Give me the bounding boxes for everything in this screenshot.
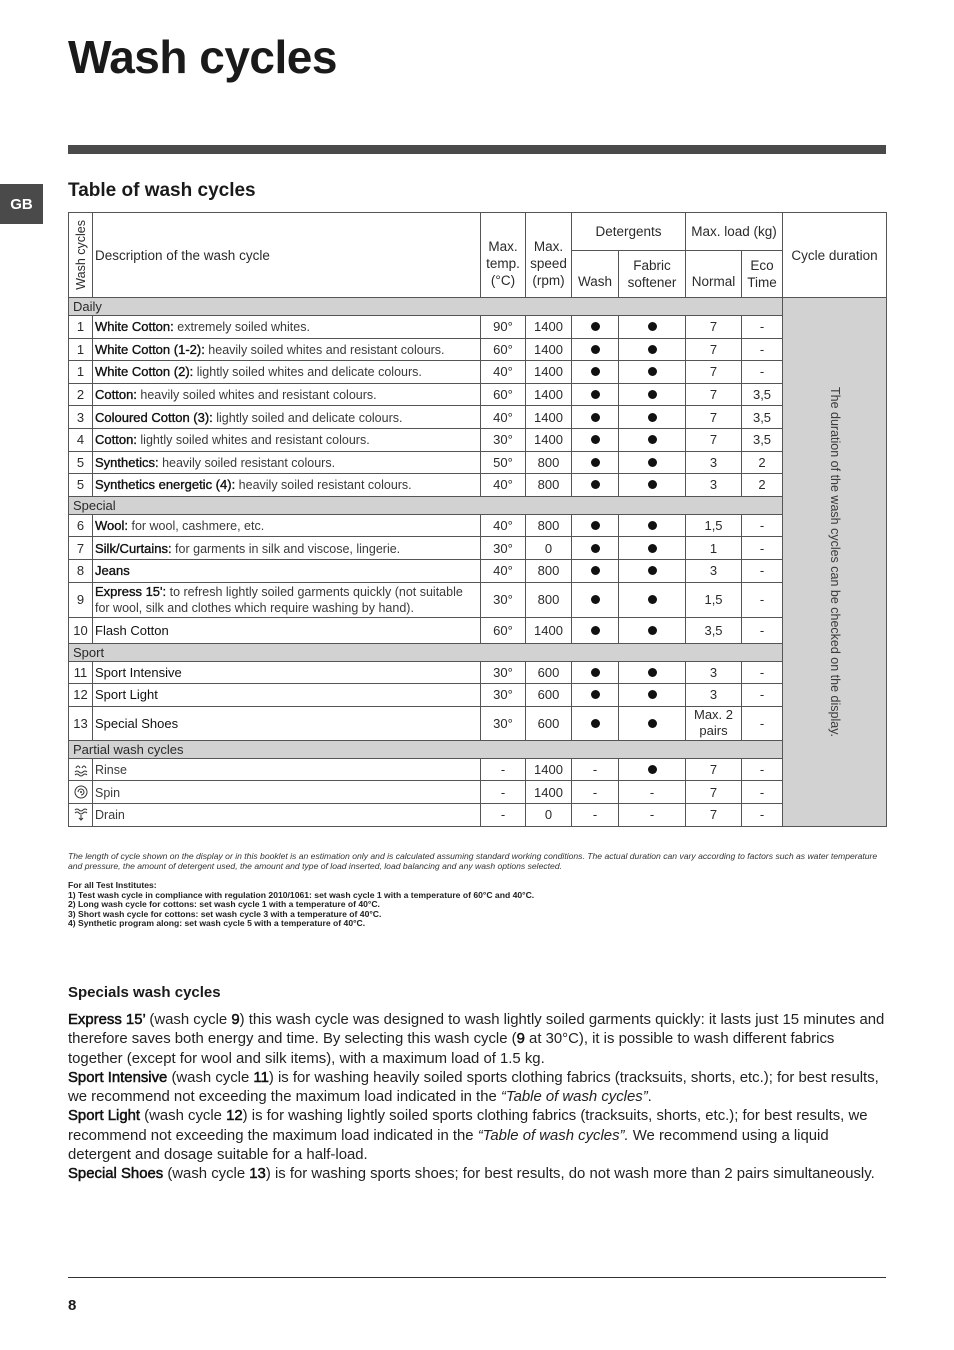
max-load-header: Max. load (kg) <box>686 213 783 251</box>
softener-dot <box>648 458 657 467</box>
wash-dot <box>591 626 600 635</box>
wash-cycles-header: Wash cycles <box>69 213 93 298</box>
table-row: Spin - 1400 - - 7 - <box>69 781 887 804</box>
wash-dot <box>591 390 600 399</box>
title-divider-bar <box>68 145 886 154</box>
special-shoes-paragraph: Special Shoes (wash cycle 13) is for washing sports shoes; for best results, do not wash more than 2 pairs simultaneously. <box>68 1166 875 1183</box>
wash-dot <box>591 435 600 444</box>
test-institutes-notes <box>68 881 886 929</box>
express-paragraph: Express 15’ (wash cycle 9) this wash cycle was designed to wash lightly soiled garments quickly: it lasts just 15 minutes and therefore saves both energy and time. By selecting this wash cycle (9 at 30°C), it is possible to wash different fabrics together (except for wool and silk items), with a maximum load of 1.5 kg. <box>68 1012 885 1067</box>
language-tab: GB <box>0 184 43 224</box>
wash-dot <box>591 413 600 422</box>
table-row: Drain - 0 - - 7 - <box>69 803 887 826</box>
wash-dot <box>591 458 600 467</box>
softener-dot <box>648 390 657 399</box>
eco-time-header: Eco Time <box>742 251 783 298</box>
table-row: 2 Cotton: heavily soiled whites and resistant colours. 60° 1400 7 3,5 <box>69 383 887 406</box>
normal-load-header: Normal <box>686 251 742 298</box>
wash-dot <box>591 345 600 354</box>
wash-dot <box>591 367 600 376</box>
sport-intensive-paragraph: Sport Intensive (wash cycle 11) is for washing heavily soiled sports clothing fabrics (tracksuits, shorts, etc.); for best results, we recommend not exceeding the maximum load indicated in the “Table of wash cycles”. <box>68 1069 879 1106</box>
table-row: 4 Cotton: lightly soiled whites and resistant colours. 30° 1400 7 3,5 <box>69 428 887 451</box>
table-row: 8 Jeans 40° 800 3 - <box>69 559 887 582</box>
wash-dot <box>591 719 600 728</box>
description-header: Description of the wash cycle <box>93 213 481 298</box>
footer-divider <box>68 1277 886 1278</box>
wash-cycles-table <box>68 212 887 827</box>
institutes-heading: For all Test Institutes: <box>68 880 157 890</box>
softener-dot <box>648 719 657 728</box>
rinse-icon <box>73 762 89 778</box>
table-row: 12 Sport Light 30° 600 3 - <box>69 684 887 707</box>
wash-dot <box>591 521 600 530</box>
table-row: 11 Sport Intensive 30° 600 3 - <box>69 661 887 684</box>
table-row: 5 Synthetics: heavily soiled resistant colours. 50° 800 3 2 <box>69 451 887 474</box>
wash-dot <box>591 595 600 604</box>
page-number: 8 <box>68 1297 77 1314</box>
table-row: 7 Silk/Curtains: for garments in silk and viscose, lingerie. 30° 0 1 - <box>69 537 887 560</box>
softener-dot <box>648 521 657 530</box>
max-speed-header: Max. speed (rpm) <box>526 213 572 298</box>
softener-dot <box>648 435 657 444</box>
table-row: 1 White Cotton: extremely soiled whites. 90° 1400 7 - <box>69 316 887 339</box>
softener-dot <box>648 566 657 575</box>
section-title: Table of wash cycles <box>68 180 256 201</box>
group-daily: Daily <box>69 298 783 316</box>
softener-dot <box>648 544 657 553</box>
group-sport: Sport <box>69 643 783 661</box>
wash-dot <box>591 322 600 331</box>
table-row: 1 White Cotton (1-2): heavily soiled whites and resistant colours. 60° 1400 7 - <box>69 338 887 361</box>
softener-dot <box>648 668 657 677</box>
softener-dot <box>648 480 657 489</box>
institutes-line: 2) Long wash cycle for cottons: set wash cycle 1 with a temperature of 40°C. <box>68 899 380 910</box>
softener-dot <box>648 345 657 354</box>
page-title: Wash cycles <box>68 31 337 83</box>
specials-text <box>68 1011 890 1185</box>
cycle-duration-header: Cycle duration <box>783 213 887 298</box>
institutes-line: 4) Synthetic program along: set wash cycle 5 with a temperature of 40°C. <box>68 918 366 929</box>
table-row: 10 Flash Cotton 60° 1400 3,5 - <box>69 617 887 643</box>
cycle-duration-note: The duration of the wash cycles can be checked on the display. <box>783 298 887 827</box>
softener-dot <box>648 413 657 422</box>
wash-dot <box>591 668 600 677</box>
wash-dot <box>591 480 600 489</box>
table-row: 3 Coloured Cotton (3): lightly soiled and delicate colours. 40° 1400 7 3,5 <box>69 406 887 429</box>
fabric-softener-header: Fabric softener <box>619 251 686 298</box>
wash-dot <box>591 566 600 575</box>
wash-dot <box>591 690 600 699</box>
softener-dot <box>648 765 657 774</box>
drain-icon <box>73 807 89 823</box>
softener-dot <box>648 322 657 331</box>
group-partial: Partial wash cycles <box>69 740 783 758</box>
softener-dot <box>648 367 657 376</box>
table-row: 13 Special Shoes 30° 600 Max. 2 pairs - <box>69 706 887 740</box>
institutes-line: 1) Test wash cycle in compliance with regulation 2010/1061: set wash cycle 1 with a temperature of 60°C and 40°C. <box>68 889 535 900</box>
softener-dot <box>648 690 657 699</box>
table-row: 1 White Cotton (2): lightly soiled whites and delicate colours. 40° 1400 7 - <box>69 361 887 384</box>
table-row: 6 Wool: for wool, cashmere, etc. 40° 800 1,5 - <box>69 514 887 537</box>
table-row: 9 Express 15': to refresh lightly soiled garments quickly (not suitable for wool, silk and clothes which require washing by hand). 30° 800 1,5 - <box>69 582 887 617</box>
max-temp-header: Max. temp. (°C) <box>481 213 526 298</box>
softener-dot <box>648 595 657 604</box>
group-special: Special <box>69 496 783 514</box>
duration-footnote: The length of cycle shown on the display or in this booklet is an estimation only and is calculated assuming standard working conditions. The actual duration can vary according to factors such as water temperature and pressure, the amount of detergent used, the amount and type of load inserted, load balancing and any wash options selected. <box>68 851 878 871</box>
table-row: Rinse - 1400 - 7 - <box>69 758 887 781</box>
detergents-header: Detergents <box>572 213 686 251</box>
specials-title: Specials wash cycles <box>68 984 221 1001</box>
wash-detergent-header: Wash <box>572 251 619 298</box>
softener-dot <box>648 626 657 635</box>
sport-light-paragraph: Sport Light (wash cycle 12) is for washing lightly soiled sports clothing fabrics (tracksuits, shorts, etc.); for best results, we recommend not exceeding the maximum load indicated in the “Table of wash cycles”. We recommend using a liquid detergent and dosage suitable for a half-load. <box>68 1108 868 1164</box>
institutes-line: 3) Short wash cycle for cottons: set wash cycle 3 with a temperature of 40°C. <box>68 908 382 919</box>
spin-icon <box>73 784 89 800</box>
wash-dot <box>591 544 600 553</box>
table-row: 5 Synthetics energetic (4): heavily soiled resistant colours. 40° 800 3 2 <box>69 474 887 497</box>
